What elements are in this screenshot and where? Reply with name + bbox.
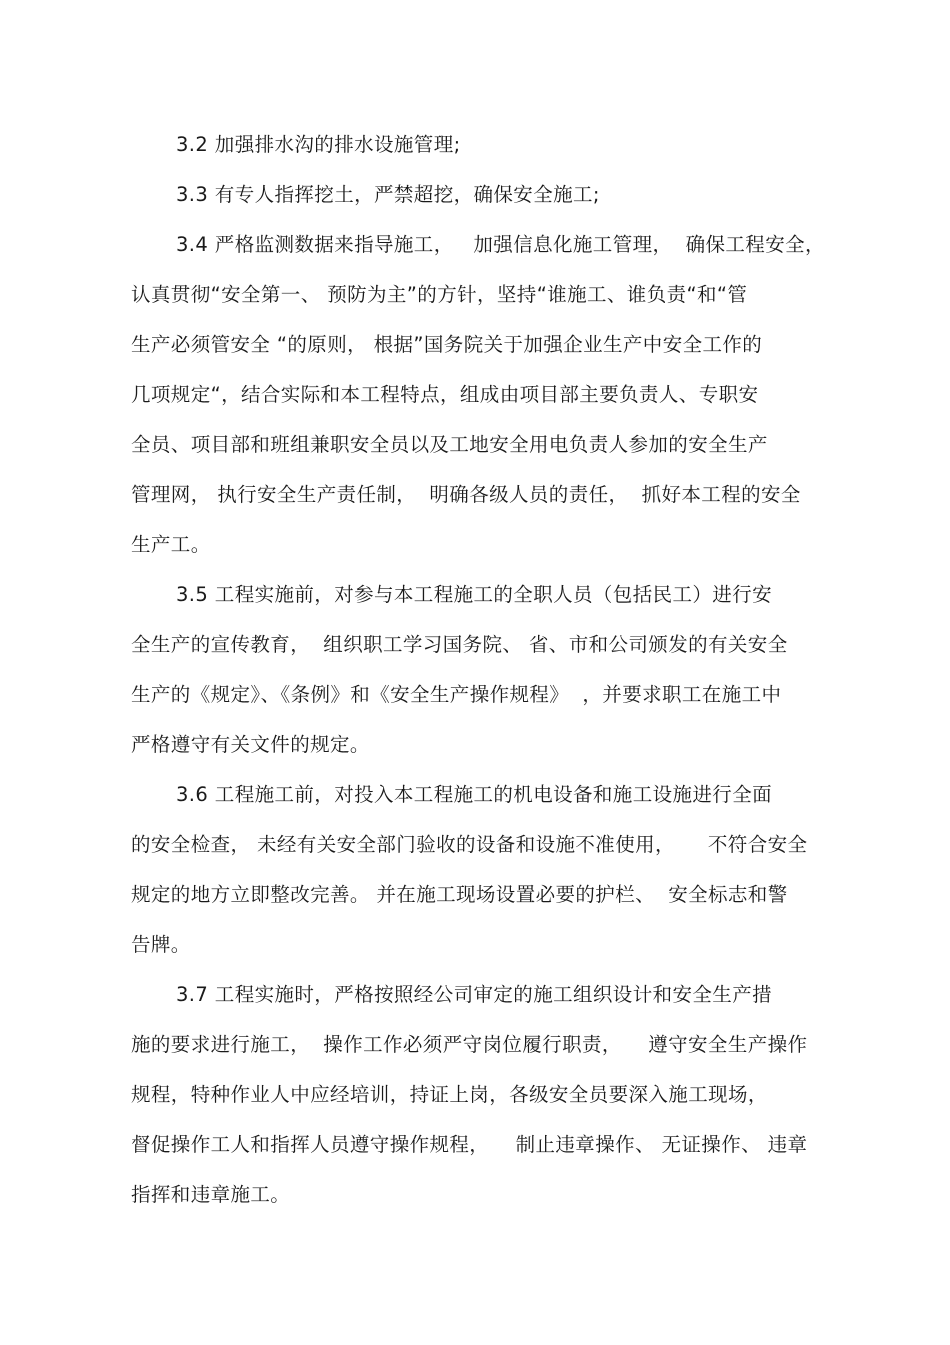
- text-line: 施的要求进行施工， 操作工作必须严守岗位履行职责， 遵守安全生产操作: [131, 1033, 808, 1056]
- text-line: 规定的地方立即整改完善。 并在施工现场设置必要的护栏、 安全标志和警: [131, 883, 788, 906]
- text-line: 全员、项目部和班组兼职安全员以及工地安全用电负责人参加的安全生产: [131, 433, 768, 456]
- text-line: 告牌。: [131, 933, 191, 956]
- text-line: 3.7 工程实施时，严格按照经公司审定的施工组织设计和安全生产措: [176, 983, 773, 1006]
- text-line: 严格遵守有关文件的规定。: [131, 733, 370, 756]
- text-line: 生产工。: [131, 533, 211, 556]
- text-line: 指挥和违章施工。: [131, 1183, 291, 1206]
- text-line: 生产必须管安全 “的原则， 根据”国务院关于加强企业生产中安全工作的: [131, 333, 763, 356]
- text-line: 3.3 有专人指挥挖土，严禁超挖，确保安全施工;: [176, 183, 600, 206]
- text-line: 生产的《规定》、《条例》和《安全生产操作规程》 ，并要求职工在施工中: [131, 683, 782, 706]
- text-line: 3.6 工程施工前，对投入本工程施工的机电设备和施工设施进行全面: [176, 783, 773, 806]
- text-line: 几项规定“，结合实际和本工程特点，组成由项目部主要负责人、专职安: [131, 383, 759, 406]
- text-line: 全生产的宣传教育， 组织职工学习国务院、 省、市和公司颁发的有关安全: [131, 633, 788, 656]
- text-line: 的安全检查， 未经有关安全部门验收的设备和设施不准使用， 不符合安全: [131, 833, 808, 856]
- text-line: 认真贯彻“安全第一、 预防为主”的方针，坚持“谁施工、谁负责“和“管: [131, 283, 748, 306]
- text-line: 3.5 工程实施前，对参与本工程施工的全职人员（包括民工）进行安: [176, 583, 773, 606]
- text-line: 3.4 严格监测数据来指导施工， 加强信息化施工管理， 确保工程安全，: [176, 233, 825, 256]
- text-line: 3.2 加强排水沟的排水设施管理;: [176, 133, 461, 156]
- text-line: 管理网， 执行安全生产责任制， 明确各级人员的责任， 抓好本工程的安全: [131, 483, 801, 506]
- text-line: 规程，特种作业人中应经培训，持证上岗，各级安全员要深入施工现场，: [131, 1083, 768, 1106]
- text-line: 督促操作工人和指挥人员遵守操作规程， 制止违章操作、 无证操作、 违章: [131, 1133, 808, 1156]
